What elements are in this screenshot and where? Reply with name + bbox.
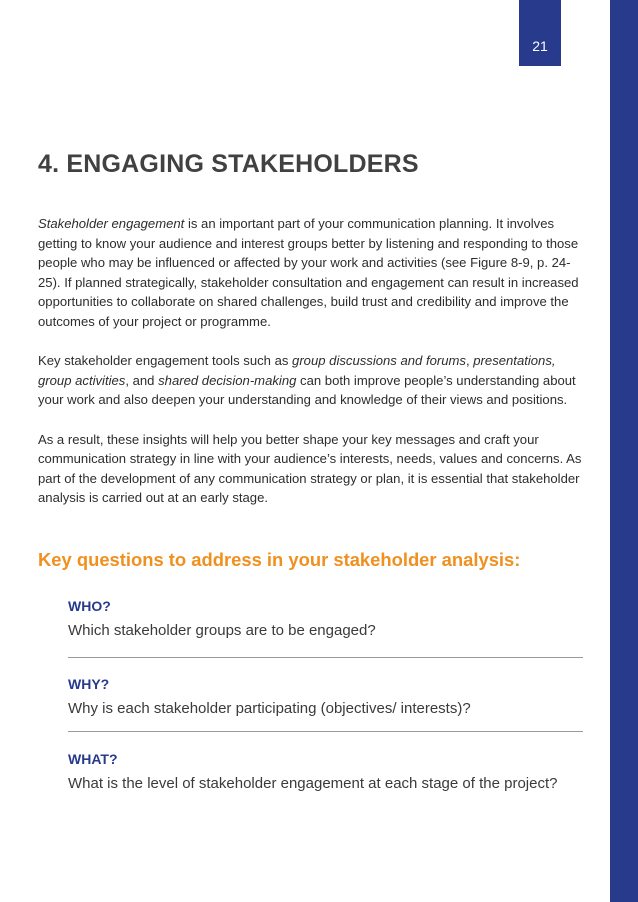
- question-text: Why is each stakeholder participating (objectives/ interests)?: [68, 700, 471, 717]
- question-who: [68, 598, 583, 641]
- text-run: is an important part of your communication planning. It involves getting to know your audience and interest groups better by listening and responding to those people who may be influenced or affected by your work and activities (see Figure 8-9, p. 24-25). If planned strategically, stakeholder consultation and engagement can result in increased opportunities to collaborate on shared challenges, build trust and credibility and improve the outcomes of your project or programme.: [38, 216, 579, 329]
- body-text: [38, 214, 586, 508]
- question-what: [68, 751, 583, 794]
- text-run: can both improve people’s understanding about your work and also deepen your understanding and knowledge of their views and positions.: [38, 372, 576, 408]
- emphasis-text: group discussions and forums: [292, 353, 466, 369]
- paragraph-3: [38, 430, 586, 508]
- page-number: 21: [532, 38, 548, 54]
- text-run: Key stakeholder engagement tools such as: [38, 353, 293, 369]
- key-questions-heading: Key questions to address in your stakeholder analysis:: [38, 549, 521, 570]
- question-label: WHAT?: [68, 751, 118, 767]
- question-label: WHY?: [68, 676, 110, 692]
- emphasis-text: presentations, group activities: [38, 353, 556, 388]
- question-text: Which stakeholder groups are to be engaged?: [68, 622, 376, 639]
- question-label: WHO?: [68, 598, 111, 614]
- question-text: What is the level of stakeholder engagement at each stage of the project?: [68, 775, 558, 792]
- side-color-bar: [610, 0, 638, 902]
- text-run: ,: [465, 353, 474, 369]
- question-why: [68, 676, 583, 719]
- emphasis-text: shared decision-making: [158, 372, 297, 388]
- divider: [68, 657, 583, 658]
- text-run: , and: [125, 372, 159, 388]
- emphasis-text: Stakeholder engagement: [38, 216, 185, 231]
- divider: [68, 731, 583, 732]
- text-run: As a result, these insights will help you better shape your key messages and craft your communication strategy in line with your audience’s interests, needs, values and concerns. As part of the development of any communication strategy or plan, it is essential that stakeholder analysis is carried out at an early stage.: [38, 431, 582, 506]
- paragraph-2: [38, 351, 586, 410]
- page-number-tab: [519, 0, 561, 66]
- section-heading: 4. ENGAGING STAKEHOLDERS: [38, 150, 419, 178]
- paragraph-1: [38, 214, 586, 332]
